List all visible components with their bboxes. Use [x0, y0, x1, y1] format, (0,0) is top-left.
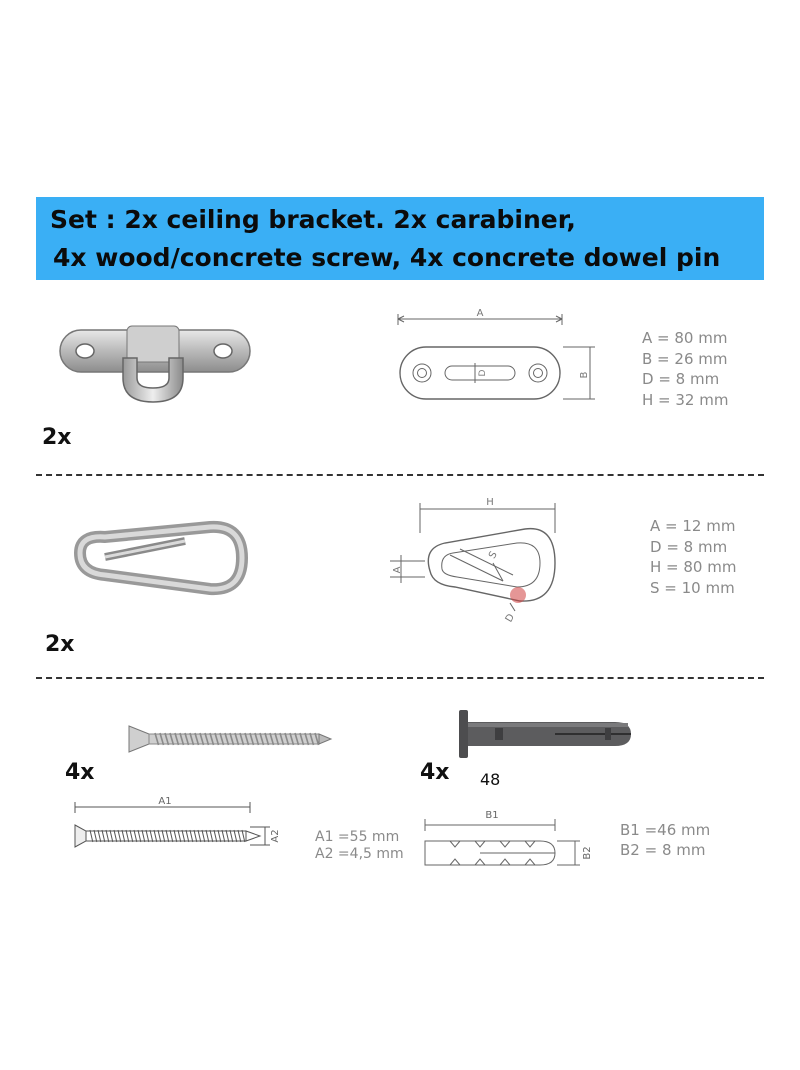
screw-thread — [166, 830, 169, 842]
screw-thread — [178, 830, 181, 842]
screw-thread — [238, 830, 241, 842]
screw-thread — [242, 830, 245, 842]
dowel-pin-photo — [455, 710, 640, 758]
dowel-quantity: 4x — [420, 760, 450, 785]
carabiner-technical-drawing — [385, 493, 570, 628]
screw-thread — [114, 830, 117, 842]
carabiner-specs — [650, 516, 736, 598]
screw-thread — [150, 830, 153, 842]
screw-technical-drawing — [70, 795, 285, 860]
dowel-spec-b2: B2 = 8 mm — [620, 841, 706, 859]
screw-thread — [210, 830, 213, 842]
screw-thread — [182, 830, 185, 842]
title-banner — [36, 197, 764, 280]
screw-thread — [146, 830, 149, 842]
carabiner-spec-h: H = 80 mm — [650, 558, 737, 576]
screw-dim-a1: A1 — [158, 796, 172, 807]
bracket-spec-a: A = 80 mm — [642, 329, 728, 347]
carabiner-spec-a: A = 12 mm — [650, 517, 736, 535]
screw-thread — [186, 830, 189, 842]
screw-dim-a2: A2 — [270, 829, 281, 843]
screw-quantity: 4x — [65, 760, 95, 785]
screw-thread — [202, 830, 205, 842]
screw-spec-a2: A2 =4,5 mm — [315, 846, 404, 862]
dowel-spec-b1: B1 =46 mm — [620, 821, 711, 839]
screw-thread — [218, 830, 221, 842]
carabiner-spec-s: S = 10 mm — [650, 578, 735, 597]
screw-thread — [222, 830, 225, 842]
carabiner-dim-d: D — [503, 612, 518, 625]
screw-thread — [142, 830, 145, 842]
screw-thread — [126, 830, 129, 842]
carabiner-spec-d: D = 8 mm — [650, 537, 728, 556]
screw-thread — [170, 830, 173, 842]
bracket-spec-b: B = 26 mm — [642, 349, 728, 368]
bracket-dim-a: A — [476, 308, 484, 319]
screw-specs — [315, 829, 404, 863]
dowel-technical-drawing — [420, 805, 593, 875]
dowel-dim-b2: B2 — [582, 846, 593, 860]
section-divider-1 — [36, 474, 764, 476]
screw-thread — [94, 830, 97, 842]
screw-thread — [134, 830, 137, 842]
dowel-dim-b1: B1 — [485, 810, 499, 821]
dowel-specs — [620, 820, 710, 860]
bracket-dim-d: D — [478, 369, 488, 377]
screw-thread — [226, 830, 229, 842]
screw-thread — [122, 830, 125, 842]
carabiner-dim-s: S — [487, 549, 500, 561]
carabiner-quantity: 2x — [45, 632, 75, 657]
screw-thread — [154, 830, 157, 842]
screw-thread — [230, 830, 233, 842]
carabiner-dim-a: A — [392, 566, 403, 574]
screw-thread — [158, 830, 161, 842]
screw-thread — [194, 830, 197, 842]
screw-thread — [130, 830, 133, 842]
bracket-specs — [642, 328, 728, 410]
screw-thread — [106, 830, 109, 842]
screw-thread — [162, 830, 165, 842]
screw-thread — [118, 830, 121, 842]
screw-spec-a1: A1 =55 mm — [315, 829, 400, 845]
bracket-spec-d: D = 8 mm — [642, 370, 720, 388]
section-divider-2 — [36, 677, 764, 679]
screw-thread — [102, 830, 105, 842]
screw-thread — [190, 830, 193, 842]
ceiling-bracket-photo — [55, 318, 255, 413]
screw-thread — [174, 830, 177, 842]
bracket-quantity: 2x — [42, 425, 72, 450]
screw-thread — [98, 830, 101, 842]
bracket-technical-drawing — [390, 305, 605, 410]
carabiner-dim-h: H — [486, 497, 494, 508]
screw-thread — [214, 830, 217, 842]
screw-photo — [125, 722, 340, 756]
screw-thread — [90, 830, 93, 842]
screw-thread — [110, 830, 113, 842]
banner-line-2: 4x wood/concrete screw, 4x concrete dowel pin — [53, 243, 721, 272]
dowel-code: 48 — [480, 770, 501, 789]
screw-thread — [206, 830, 209, 842]
banner-line-1: Set : 2x ceiling bracket. 2x carabiner, — [50, 205, 576, 234]
bracket-dim-b: B — [579, 371, 590, 379]
bracket-spec-h: H = 32 mm — [642, 390, 729, 409]
screw-thread — [234, 830, 237, 842]
screw-thread — [138, 830, 141, 842]
carabiner-photo — [60, 513, 250, 603]
screw-thread — [198, 830, 201, 842]
